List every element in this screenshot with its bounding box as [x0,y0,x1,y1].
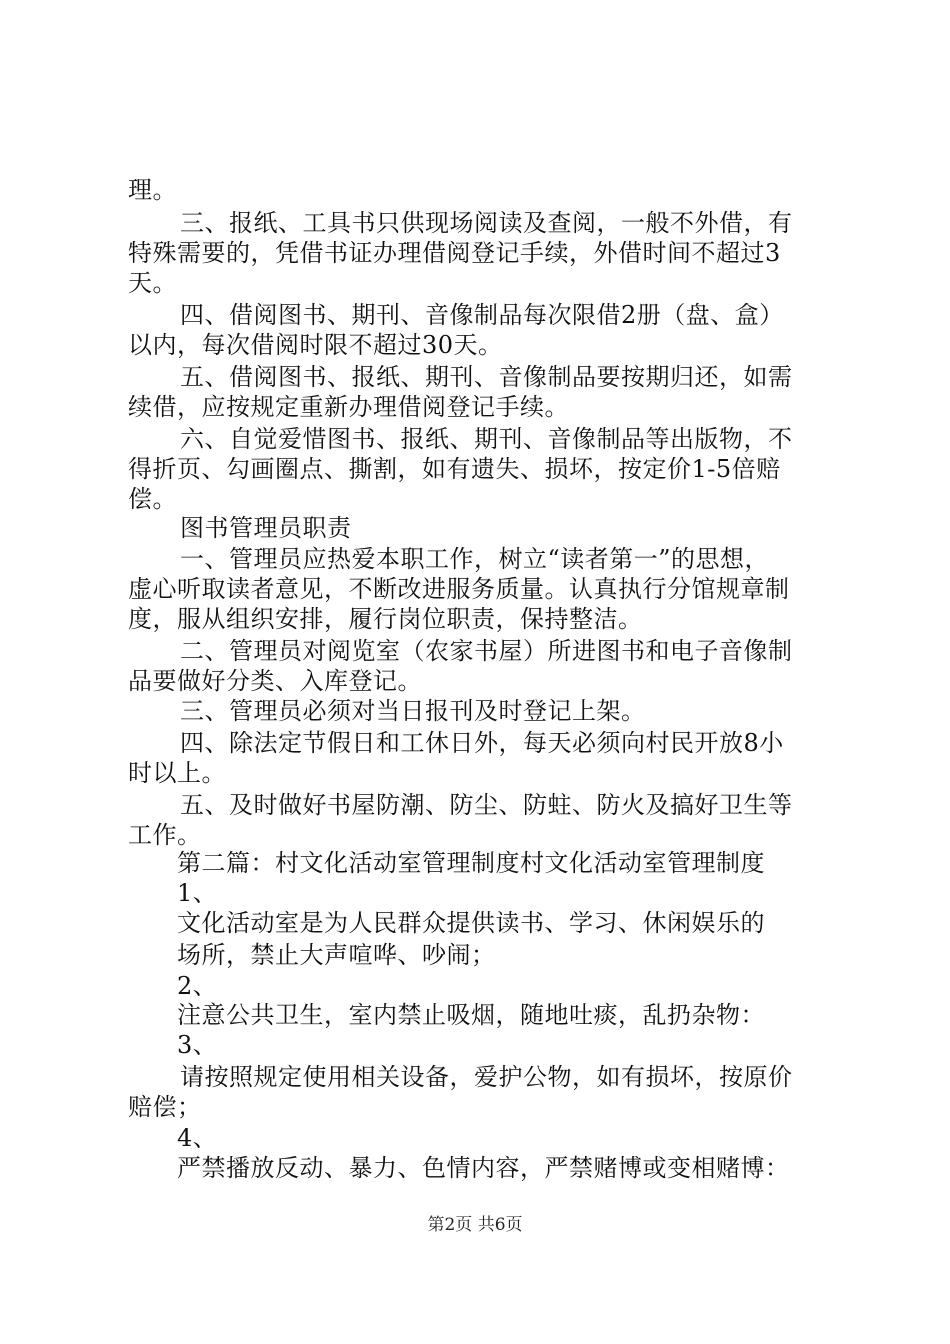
text-line: 天。 [128,269,177,297]
text-line: 偿。 [128,485,177,513]
text-line: 六、自觉爱惜图书、报纸、期刊、音像制品等出版物，不 [180,425,793,453]
text-line: 场所，禁止大声喧哗、吵闹； [177,941,496,969]
text-line: 以内，每次借阅时限不超过30天。 [128,331,503,359]
list-number: 1、 [177,879,218,907]
section-heading: 图书管理员职责 [180,514,352,542]
text-line: 工作。 [128,821,202,849]
text-line: 得折页、勾画圈点、撕割，如有遗失、损坏，按定价1-5倍赔 [128,455,781,483]
text-line: 虚心听取读者意见，不断改进服务质量。认真执行分馆规章制 [128,575,790,603]
text-line: 五、借阅图书、报纸、期刊、音像制品要按期归还，如需 [180,363,793,391]
list-number: 3、 [177,1031,218,1059]
text-line: 文化活动室是为人民群众提供读书、学习、休闲娱乐的 [177,909,765,937]
text-line: 续借，应按规定重新办理借阅登记手续。 [128,393,569,421]
list-number: 2、 [177,972,218,1000]
text-line: 请按照规定使用相关设备，爱护公物，如有损坏，按原价 [180,1063,793,1091]
chapter-heading: 第二篇：村文化活动室管理制度村文化活动室管理制度 [177,849,765,877]
text-line: 一、管理员应热爱本职工作，树立“读者第一”的思想， [180,545,770,573]
text-line: 品要做好分类、入库登记。 [128,667,422,695]
text-line: 三、报纸、工具书只供现场阅读及查阅，一般不外借，有 [180,209,793,237]
text-line: 五、及时做好书屋防潮、防尘、防蛀、防火及搞好卫生等 [180,791,793,819]
text-line: 二、管理员对阅览室（农家书屋）所进图书和电子音像制 [180,637,793,665]
text-line: 度，服从组织安排，履行岗位职责，保持整洁。 [128,605,643,633]
text-line: 注意公共卫生，室内禁止吸烟，随地吐痰，乱扔杂物： [177,1001,765,1029]
text-line: 四、借阅图书、期刊、音像制品每次限借2册（盘、盒） [180,301,784,329]
text-line: 四、除法定节假日和工休日外，每天必须向村民开放8小 [180,729,784,757]
page-footer: 第2页 共6页 [427,1215,523,1235]
text-line: 赔偿； [128,1093,202,1121]
text-line: 时以上。 [128,759,226,787]
text-line: 特殊需要的，凭借书证办理借阅登记手续，外借时间不超过3 [128,239,781,267]
list-number: 4、 [177,1124,218,1152]
text-line: 严禁播放反动、暴力、色情内容，严禁赌博或变相赌博： [177,1154,790,1182]
text-line: 理。 [128,176,177,204]
text-line: 三、管理员必须对当日报刊及时登记上架。 [180,697,646,725]
